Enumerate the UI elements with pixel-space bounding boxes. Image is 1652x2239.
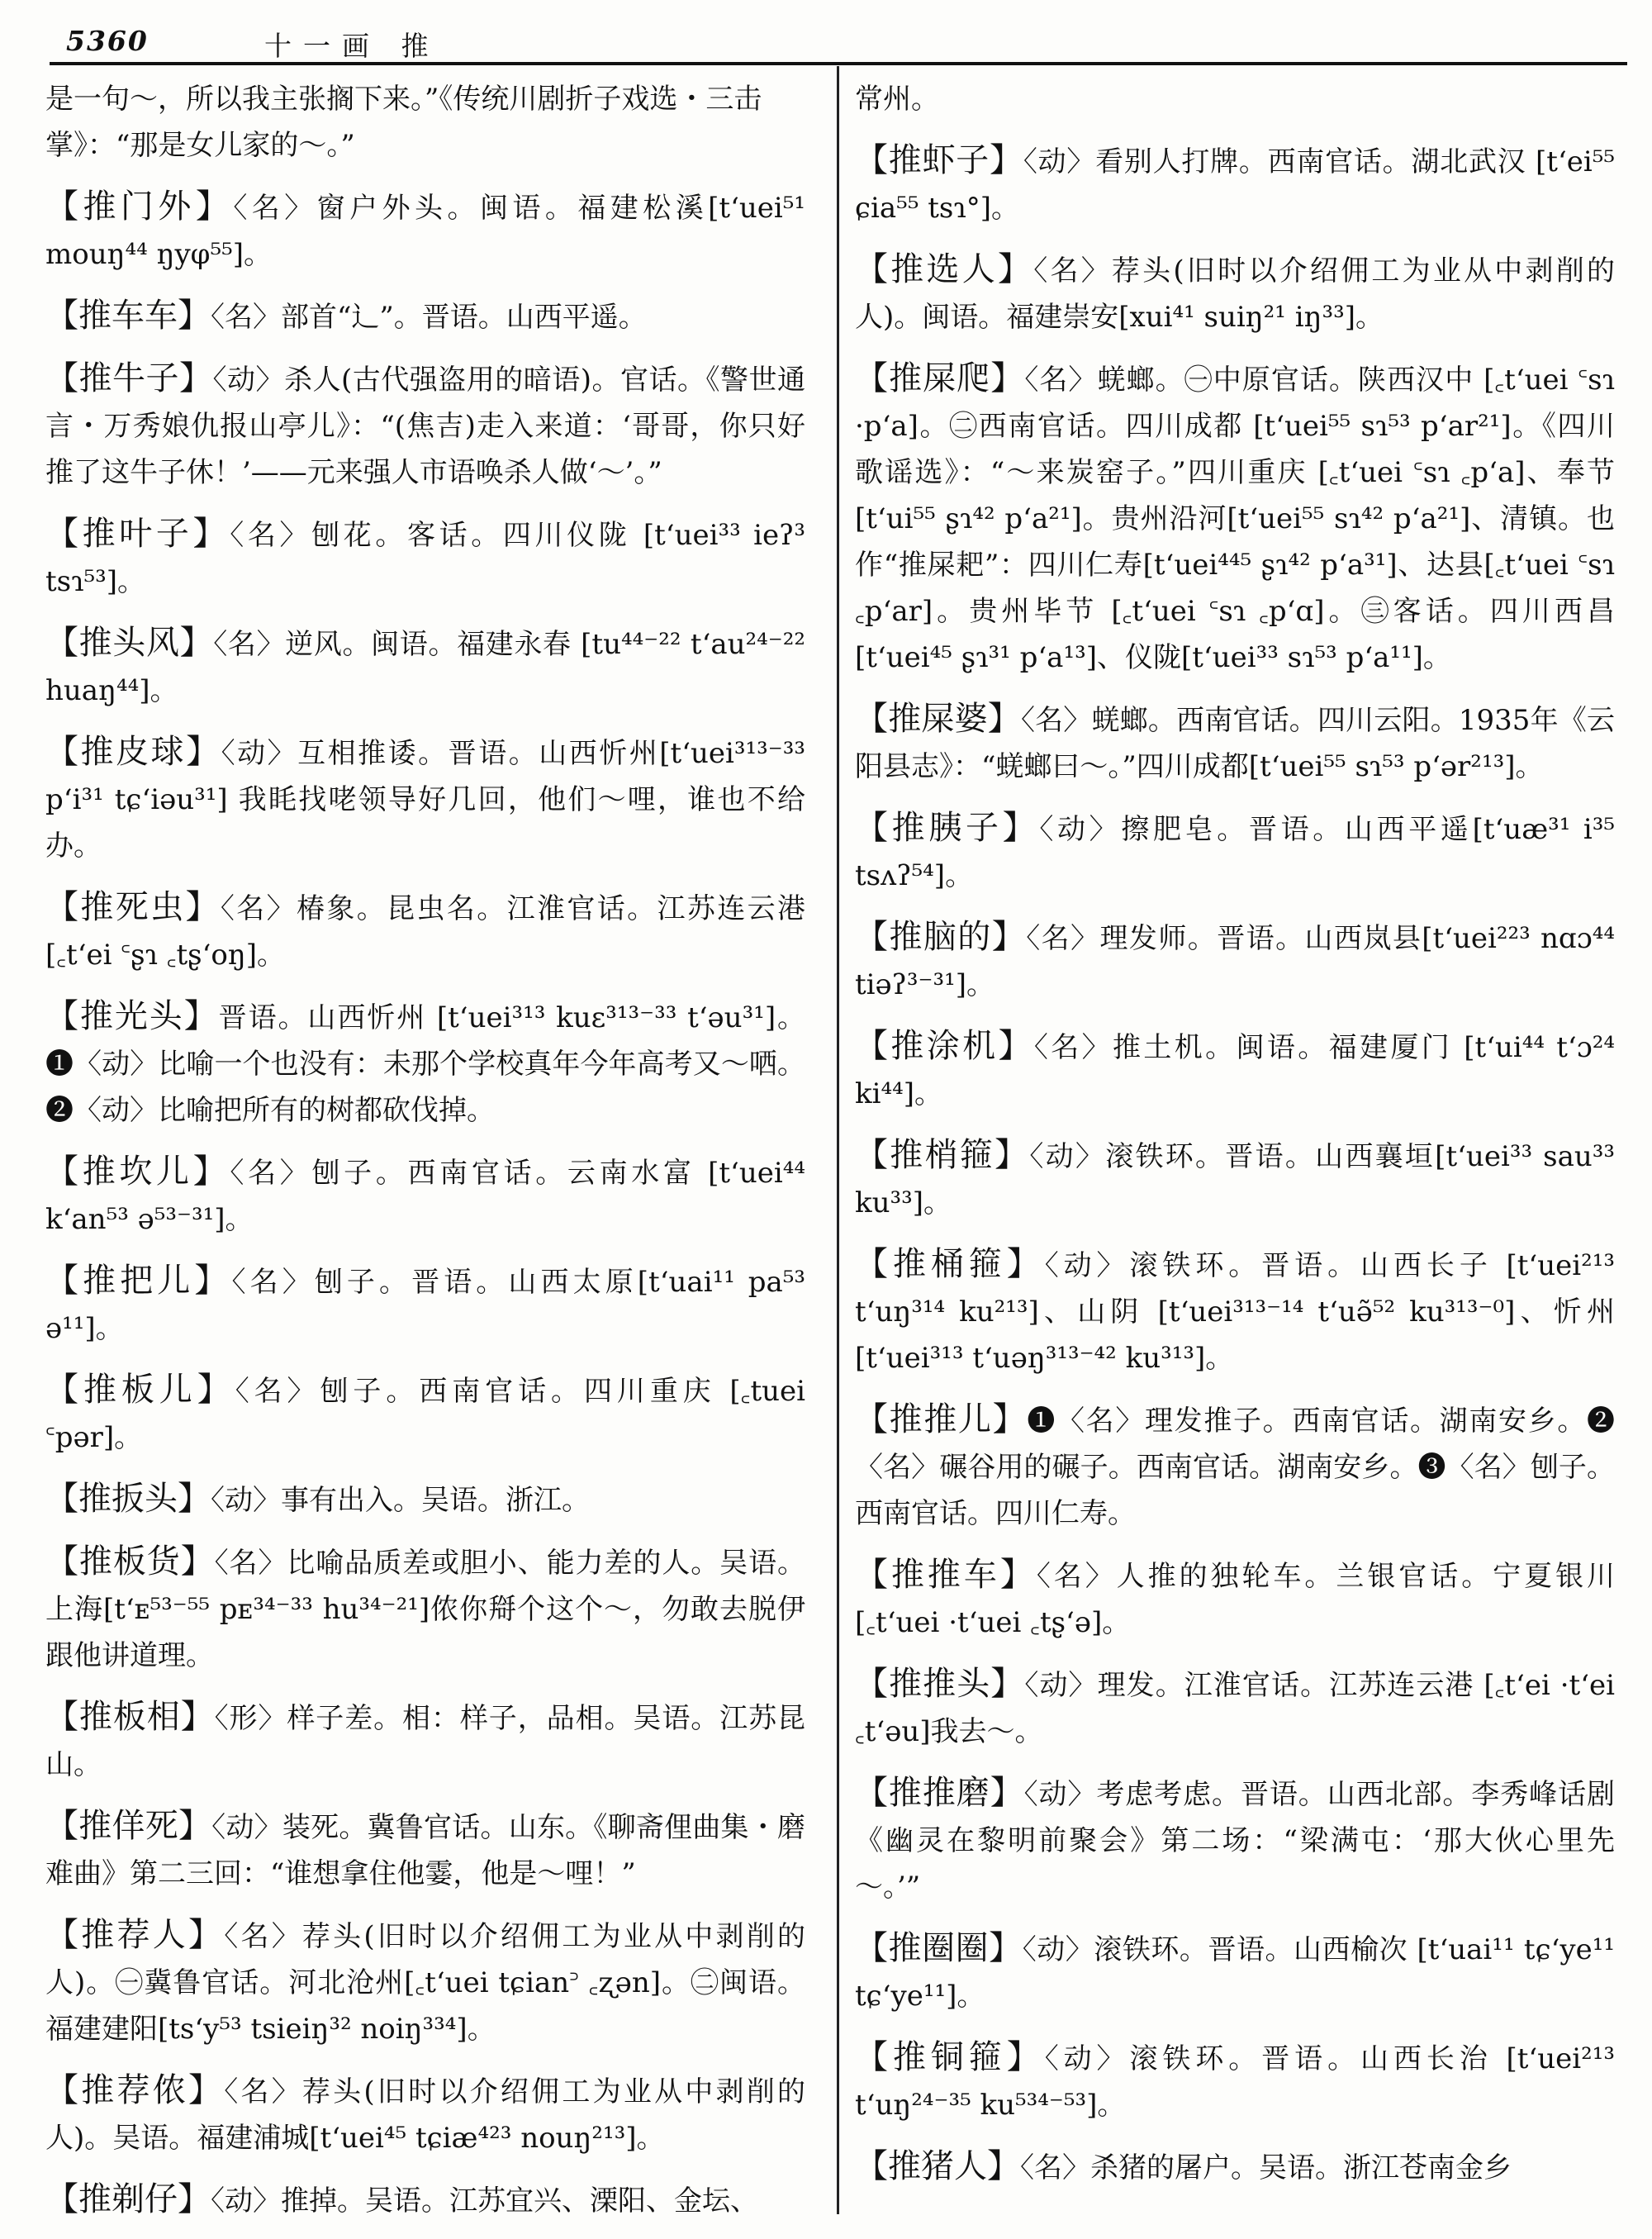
entry-definition: 〈名〉杀猪的屠户。吴语。浙江苍南金乡 <box>1020 2151 1512 2184</box>
entry-headword: 推屎婆 <box>888 700 988 738</box>
entry-headword: 推板儿 <box>83 1371 197 1409</box>
entry-definition: 〈名〉刨子。西南官话。云南水富 [tʻuei⁴⁴ kʻan⁵³ ə⁵³⁻³¹]。 <box>45 1157 806 1236</box>
headword-close-bracket: 】 <box>180 1698 215 1736</box>
entry-headword: 推光头 <box>79 997 184 1035</box>
headword-open-bracket: 【 <box>855 1027 891 1065</box>
entry-headword: 推选人 <box>890 250 998 288</box>
headword-close-bracket: 】 <box>194 1262 232 1300</box>
entry-headword: 推剃仔 <box>78 2180 178 2218</box>
headword-open-bracket: 【 <box>855 1136 890 1174</box>
entry-headword: 推梢箍 <box>890 1136 995 1174</box>
entry-headword: 推板货 <box>78 1543 181 1581</box>
entry-definition: 〈名〉蜣螂。㊀中原官话。陕西汉中 [꜀tʻuei ꜂sɿ ·pʻa]。㊁西南官话。四川成都 [tʻuei⁵⁵ sɿ⁵³ pʻar²¹]。《四川歌谣选》：“～来炭窑子。”四川重庆 [꜀tʻuei ꜂sɿ ꜀pʻa]、奉节[tʻui⁵⁵ ʂɿ⁴² pʻa²¹]。贵州沿河[tʻuei⁵⁵ sɿ⁴² pʻa²¹]、清镇。也作“推屎耙”：四川仁寿[tʻuei⁴⁴⁵ ʂɿ⁴² pʻa³¹]、达县[꜀tʻuei ꜂sɿ ꜀pʻar]。贵州毕节 [꜀tʻuei ꜂sɿ ꜀pʻɑ]。㊂客话。四川西昌 [tʻuei⁴⁵ ʂɿ³¹ pʻa¹³]、仪陇[tʻuei³³ sɿ⁵³ pʻa¹¹]。 <box>855 364 1616 674</box>
dictionary-entry <box>45 183 805 278</box>
headword-close-bracket: 】 <box>197 1371 235 1409</box>
entry-definition: 〈名〉部首“辶”。晋语。山西平遥。 <box>211 301 647 334</box>
headword-open-bracket: 【 <box>855 1556 891 1594</box>
entry-headword: 推推儿 <box>889 1400 993 1438</box>
headword-open-bracket: 【 <box>45 1153 83 1191</box>
entry-headword: 推把儿 <box>83 1262 195 1300</box>
entry-headword: 推推头 <box>889 1665 991 1703</box>
entry-definition: 〈名〉逆风。闽语。福建永春 [tu⁴⁴⁻²² tʻau²⁴⁻²² huaŋ⁴⁴]。 <box>45 628 806 707</box>
entry-definition: 〈名〉荐头(旧时以介绍佣工为业从中剥削的人)。闽语。福建崇安[xui⁴¹ suiŋ²¹ iŋ³³]。 <box>855 254 1616 334</box>
headword-open-bracket: 【 <box>45 515 83 553</box>
entry-definition: 〈名〉椿象。昆虫名。江淮官话。江苏连云港 [꜀tʻei ꜂ʂɿ ꜀tʂʻoŋ]。 <box>45 892 805 972</box>
entry-definition: 〈名〉刨子。西南官话。四川重庆 [꜀tuei ꜂pər]。 <box>45 1375 806 1454</box>
headword-close-bracket: 】 <box>178 2180 211 2218</box>
dictionary-entry <box>45 1257 805 1352</box>
right-entry-list <box>855 137 1615 2191</box>
headword-close-bracket: 】 <box>1006 2038 1045 2076</box>
dictionary-entry <box>45 511 805 605</box>
headword-close-bracket: 】 <box>185 888 221 926</box>
entry-definition: 晋语。山西忻州 [tʻuei³¹³ kuɛ³¹³⁻³³ tʻəu³¹]。❶〈动〉比喻一个也没有：未那个学校真年今年高考又～哂。❷〈动〉比喻把所有的树都砍伐掉。 <box>45 1001 806 1127</box>
headword-open-bracket: 【 <box>855 700 889 738</box>
dictionary-entry <box>855 696 1615 790</box>
entry-definition: 〈动〉推掉。吴语。江苏宜兴、溧阳、金坛、 <box>211 2184 758 2218</box>
running-head: 十一画 推 <box>264 30 440 62</box>
entry-definition: 〈名〉人推的独轮车。兰银官话。宁夏银川 [꜀tʻuei ·tʻuei ꜀tʂʻə]。 <box>855 1560 1616 1639</box>
dictionary-entry <box>45 1367 805 1461</box>
headword-open-bracket: 【 <box>855 141 889 179</box>
entry-definition: 〈动〉滚铁环。晋语。山西长子 [tʻuei²¹³ tʻuŋ³¹⁴ ku²¹³]、山阴 [tʻuei³¹³⁻¹⁴ tʻuə̃⁵² ku³¹³⁻⁰]、忻州[tʻuei³¹³ tʻuəŋ³¹³⁻⁴² ku³¹³]。 <box>855 1249 1616 1375</box>
header-rule <box>50 62 1627 65</box>
dictionary-entry <box>45 2067 805 2161</box>
headword-close-bracket: 】 <box>179 624 214 662</box>
headword-close-bracket: 】 <box>999 1556 1037 1594</box>
dictionary-entry <box>45 620 805 714</box>
entry-definition: 〈动〉事有出入。吴语。浙江。 <box>211 1484 590 1517</box>
page-header <box>50 23 1619 73</box>
dictionary-entry <box>45 2176 805 2224</box>
entry-headword: 推猪人 <box>888 2147 987 2185</box>
entry-definition: 〈动〉滚铁环。晋语。山西长治 [tʻuei²¹³ tʻuŋ²⁴⁻³⁵ ku⁵³⁴⁻⁵³]。 <box>855 2042 1616 2122</box>
dictionary-entry <box>855 2034 1615 2128</box>
headword-open-bracket: 【 <box>855 1400 890 1438</box>
headword-open-bracket: 【 <box>855 2038 893 2076</box>
headword-open-bracket: 【 <box>45 624 79 662</box>
headword-close-bracket: 】 <box>998 1027 1034 1065</box>
dictionary-entry <box>45 1912 805 2052</box>
entry-definition: 〈动〉擦肥皂。晋语。山西平遥[tʻuæ³¹ i³⁵ tsʌʔ⁵⁴]。 <box>855 813 1616 892</box>
headword-close-bracket: 】 <box>987 700 1021 738</box>
dictionary-entry <box>45 1694 805 1788</box>
headword-close-bracket: 】 <box>990 359 1025 397</box>
headword-close-bracket: 】 <box>179 359 213 397</box>
headword-open-bracket: 【 <box>45 359 79 397</box>
headword-close-bracket: 】 <box>183 997 219 1035</box>
dictionary-entry <box>45 355 805 496</box>
headword-open-bracket: 【 <box>45 997 80 1035</box>
headword-close-bracket: 】 <box>991 918 1027 956</box>
dictionary-entry <box>45 1803 805 1897</box>
entry-headword: 推车车 <box>78 297 178 335</box>
dictionary-entry <box>855 137 1615 231</box>
headword-close-bracket: 】 <box>178 1807 212 1845</box>
entry-headword: 推脑的 <box>889 918 992 956</box>
entry-headword: 推板相 <box>78 1698 181 1736</box>
headword-close-bracket: 】 <box>188 1916 225 1954</box>
headword-open-bracket: 【 <box>855 1774 889 1812</box>
entry-definition: 〈名〉推土机。闽语。福建厦门 [tʻui⁴⁴ tʻɔ²⁴ ki⁴⁴]。 <box>855 1031 1616 1110</box>
headword-close-bracket: 】 <box>180 1543 215 1581</box>
dictionary-entry <box>45 729 805 869</box>
left-entry-list <box>45 183 805 2224</box>
headword-open-bracket: 【 <box>855 1665 890 1703</box>
left-column <box>45 76 805 2239</box>
headword-open-bracket: 【 <box>855 918 890 956</box>
dictionary-entry <box>855 805 1615 899</box>
headword-open-bracket: 【 <box>45 1543 79 1581</box>
headword-close-bracket: 】 <box>990 141 1023 179</box>
dictionary-entry <box>45 292 805 340</box>
entry-definition: 〈动〉考虑考虑。晋语。山西北部。李秀峰话剧《幽灵在黎明前聚会》第二场：“梁满屯：‘那大伙心里先～。’” <box>855 1778 1616 1904</box>
entry-headword: 推荐人 <box>81 1916 188 1954</box>
dictionary-entry <box>855 1552 1615 1646</box>
headword-close-bracket: 】 <box>178 1480 211 1518</box>
column-divider <box>837 66 839 2214</box>
headword-open-bracket: 【 <box>45 297 78 335</box>
entry-headword: 推坎儿 <box>82 1153 193 1191</box>
continuation-text: 常州。 <box>855 83 939 116</box>
headword-open-bracket: 【 <box>45 1916 82 1954</box>
entry-headword: 推门外 <box>83 188 196 226</box>
headword-close-bracket: 】 <box>997 250 1034 288</box>
headword-close-bracket: 】 <box>188 2071 225 2109</box>
dictionary-entry <box>855 1241 1615 1381</box>
entry-headword: 推皮球 <box>80 733 187 771</box>
headword-open-bracket: 【 <box>45 1807 79 1845</box>
headword-open-bracket: 【 <box>855 1929 889 1967</box>
entry-definition: 〈形〉样子差。相：样子，品相。吴语。江苏昆山。 <box>45 1702 806 1781</box>
headword-open-bracket: 【 <box>45 2071 82 2109</box>
headword-open-bracket: 【 <box>855 2147 888 2185</box>
right-column <box>855 76 1615 2206</box>
entry-headword: 推荐侬 <box>81 2071 188 2109</box>
headword-close-bracket: 】 <box>990 1665 1025 1703</box>
entry-headword: 推头风 <box>78 624 180 662</box>
headword-close-bracket: 】 <box>995 1136 1030 1174</box>
dictionary-entry <box>855 914 1615 1008</box>
headword-open-bracket: 【 <box>45 2180 78 2218</box>
entry-definition: 〈动〉滚铁环。晋语。山西襄垣[tʻuei³³ sau³³ ku³³]。 <box>855 1140 1616 1219</box>
dictionary-entry <box>45 1476 805 1524</box>
headword-open-bracket: 【 <box>855 1245 893 1283</box>
entry-definition: 〈名〉刨花。客话。四川仪陇 [tʻuei³³ ieʔ³ tsɿ⁵³]。 <box>45 519 806 598</box>
dictionary-entry <box>45 993 805 1134</box>
headword-close-bracket: 】 <box>1006 1245 1045 1283</box>
continuation-text: 是一句～，所以我主张搁下来。”《传统川剧折子戏选・三击掌》：“那是女儿家的～。” <box>45 83 762 162</box>
entry-headword: 推推磨 <box>888 1774 990 1812</box>
entry-headword: 推圈圈 <box>888 1929 990 1967</box>
headword-open-bracket: 【 <box>855 359 890 397</box>
headword-close-bracket: 】 <box>989 1929 1023 1967</box>
entry-definition: 〈名〉比喻品质差或胆小、能力差的人。吴语。上海[tʻᴇ⁵³⁻⁵⁵ pᴇ³⁴⁻³³ hu³⁴⁻²¹]侬你搿个这个～，勿敢去脱伊跟他讲道理。 <box>45 1547 806 1672</box>
page-number: 5360 <box>66 25 149 57</box>
dictionary-entry <box>855 246 1615 340</box>
entry-headword: 推佯死 <box>78 1807 178 1845</box>
entry-headword: 推胰子 <box>891 809 1003 847</box>
headword-open-bracket: 【 <box>45 733 81 771</box>
entry-definition: 〈动〉滚铁环。晋语。山西榆次 [tʻuai¹¹ tɕʻye¹¹ tɕʻye¹¹]。 <box>855 1933 1616 2013</box>
headword-close-bracket: 】 <box>992 1400 1028 1438</box>
dictionary-entry <box>45 884 805 978</box>
dictionary-entry <box>855 1925 1615 2019</box>
dictionary-entry <box>855 1023 1615 1117</box>
headword-close-bracket: 】 <box>178 297 211 335</box>
headword-open-bracket: 【 <box>45 1698 79 1736</box>
entry-definition: 〈动〉装死。冀鲁官话。山东。《聊斋俚曲集・磨难曲》第二三回：“谁想拿住他霎，他是～哩！” <box>45 1811 806 1890</box>
headword-open-bracket: 【 <box>45 188 83 226</box>
headword-close-bracket: 】 <box>987 2147 1020 2185</box>
entry-definition: 〈动〉理发。江淮官话。江苏连云港 [꜀tʻei ·tʻei ꜀tʻəu]我去～。 <box>855 1669 1616 1748</box>
entry-headword: 推推车 <box>890 1556 1000 1594</box>
headword-close-bracket: 】 <box>195 188 234 226</box>
entry-headword: 推屎爬 <box>889 359 991 397</box>
headword-open-bracket: 【 <box>45 1262 83 1300</box>
dictionary-entry <box>45 1148 805 1243</box>
entry-headword: 推涂机 <box>890 1027 999 1065</box>
headword-open-bracket: 【 <box>45 1480 78 1518</box>
dictionary-entry <box>855 1396 1615 1537</box>
headword-close-bracket: 】 <box>192 1153 230 1191</box>
entry-definition: 〈名〉理发师。晋语。山西岚县[tʻuei²²³ nɑɔ⁴⁴ tiəʔ³⁻³¹]。 <box>855 922 1616 1001</box>
headword-close-bracket: 】 <box>990 1774 1024 1812</box>
entry-headword: 推叶子 <box>82 515 193 553</box>
entry-definition: 〈动〉杀人(古代强盗用的暗语)。官话。《警世通言・万秀娘仇报山亭儿》：“(焦吉)走入来道：‘哥哥，你只好推了这牛子休！’——元来强人市语唤杀人做‘～’。” <box>45 364 806 489</box>
entry-definition: 〈名〉窗户外头。闽语。福建松溪[tʻuei⁵¹ mouŋ⁴⁴ ŋyφ⁵⁵]。 <box>45 192 806 271</box>
entry-headword: 推虾子 <box>888 141 990 179</box>
dictionary-entry <box>855 1770 1615 1910</box>
entry-definition: 〈名〉荐头(旧时以介绍佣工为业从中剥削的人)。㊀冀鲁官话。河北沧州[꜀tʻuei tɕian꜄ ꜀ʐən]。㊁闽语。福建建阳[tsʻy⁵³ tsieiŋ³² noiŋ³³⁴]。 <box>45 1920 806 2046</box>
dictionary-entry <box>45 1538 805 1679</box>
entry-headword: 推扳头 <box>78 1480 178 1518</box>
entry-definition: 〈动〉看别人打牌。西南官话。湖北武汉 [tʻei⁵⁵ ɕia⁵⁵ tsɿ°]。 <box>855 145 1616 225</box>
entry-definition: ❶〈名〉理发推子。西南官话。湖南安乡。❷〈名〉碾谷用的碾子。西南官话。湖南安乡。❸〈名〉刨子。西南官话。四川仁寿。 <box>855 1405 1616 1530</box>
headword-open-bracket: 【 <box>855 250 891 288</box>
entry-headword: 推桶箍 <box>892 1245 1007 1283</box>
entry-headword: 推牛子 <box>78 359 179 397</box>
entry-headword: 推死虫 <box>80 888 186 926</box>
entry-definition: 〈名〉刨子。晋语。山西太原[tʻuai¹¹ pa⁵³ ə¹¹]。 <box>45 1266 806 1345</box>
dictionary-entry <box>855 1661 1615 1755</box>
entry-definition: 〈名〉荐头(旧时以介绍佣工为业从中剥削的人)。吴语。福建浦城[tʻuei⁴⁵ tɕiæ⁴²³ nouŋ²¹³]。 <box>45 2075 806 2155</box>
headword-open-bracket: 【 <box>855 809 892 847</box>
entry-definition: 〈动〉互相推诿。晋语。山西忻州[tʻuei³¹³⁻³³ pʻi³¹ tɕʻiəu³¹] 我眊找咾领导好几回，他们～哩，谁也不给办。 <box>45 737 805 863</box>
headword-open-bracket: 【 <box>45 1371 83 1409</box>
headword-close-bracket: 】 <box>186 733 221 771</box>
entry-headword: 推铜箍 <box>892 2038 1007 2076</box>
dictionary-entry <box>855 355 1615 681</box>
headword-close-bracket: 】 <box>1002 809 1040 847</box>
entry-definition: 〈名〉蜣螂。西南官话。四川云阳。1935年《云阳县志》：“蜣螂曰～。”四川成都[tʻuei⁵⁵ sɿ⁵³ pʻər²¹³]。 <box>855 704 1616 783</box>
headword-open-bracket: 【 <box>45 888 81 926</box>
dictionary-entry <box>855 1132 1615 1226</box>
headword-close-bracket: 】 <box>192 515 230 553</box>
dictionary-entry <box>855 2143 1615 2191</box>
